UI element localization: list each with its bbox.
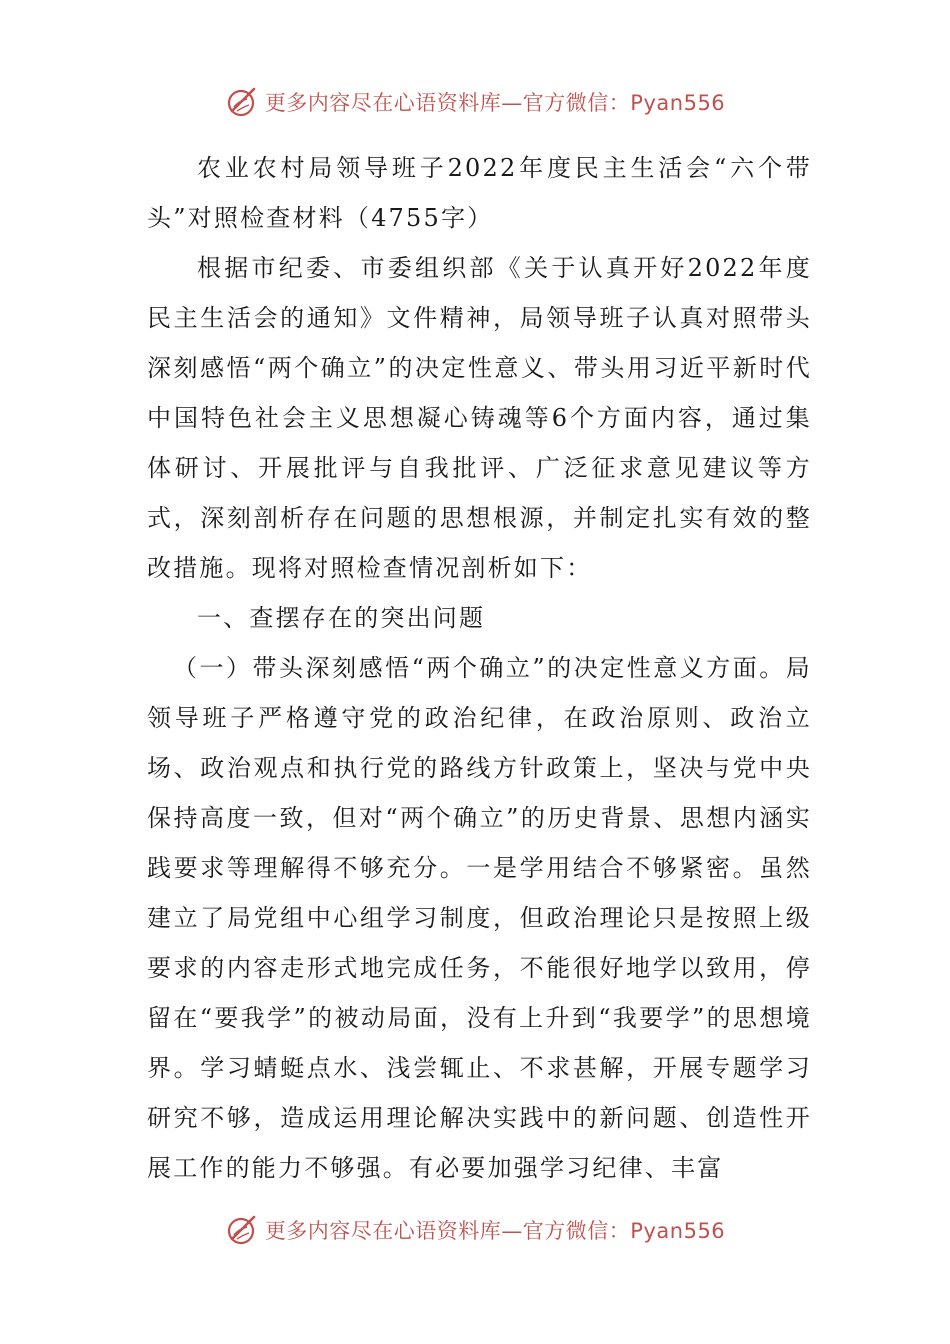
watermark-text: 更多内容尽在心语资料库—官方微信：Pyan556 [264,91,726,115]
pen-logo-icon [225,85,259,119]
pen-logo-icon [225,1213,259,1247]
subsection-heading [147,643,812,1193]
subsection-lead: （一）带头深刻感悟“两个确立”的决定性意义方面。 [173,654,786,682]
document-title: 农业农村局领导班子2022年度民主生活会“六个带头”对照检查材料（4755字） [147,154,812,232]
section-heading: 一、查摆存在的突出问题 [197,604,486,632]
body-paragraph: 局领导班子严格遵守党的政治纪律，在政治原则、政治立场、政治观点和执行党的路线方针政策上，坚决与党中央保持高度一致，但对“两个确立”的历史背景、思想内涵实践要求等理解得不够充分。一是学用结合不够紧密。虽然建立了局党组中心组学习制度，但政治理论只是按照上级要求的内容走形式地完成任务，不能很好地学以致用，停留在“要我学”的被动局面，没有上升到“我要学”的思想境界。学习蜻蜓点水、浅尝辄止、不求甚解，开展专题学习研究不够，造成运用理论解决实践中的新问题、创造性开展工作的能力不够强。有必要加强学习纪律、丰富 [147,654,812,1182]
document-body [147,143,812,1193]
header-watermark-banner [0,82,950,122]
intro-paragraph: 根据市纪委、市委组织部《关于认真开好2022年度民主生活会的通知》文件精神，局领导班子认真对照带头深刻感悟“两个确立”的决定性意义、带头用习近平新时代中国特色社会主义思想凝心铸魂等6个方面内容，通过集体研讨、开展批评与自我批评、广泛征求意见建议等方式，深刻剖析存在问题的思想根源，并制定扎实有效的整改措施。现将对照检查情况剖析如下： [147,254,812,582]
footer-watermark-banner [0,1210,950,1250]
watermark-text: 更多内容尽在心语资料库—官方微信：Pyan556 [264,1219,726,1243]
